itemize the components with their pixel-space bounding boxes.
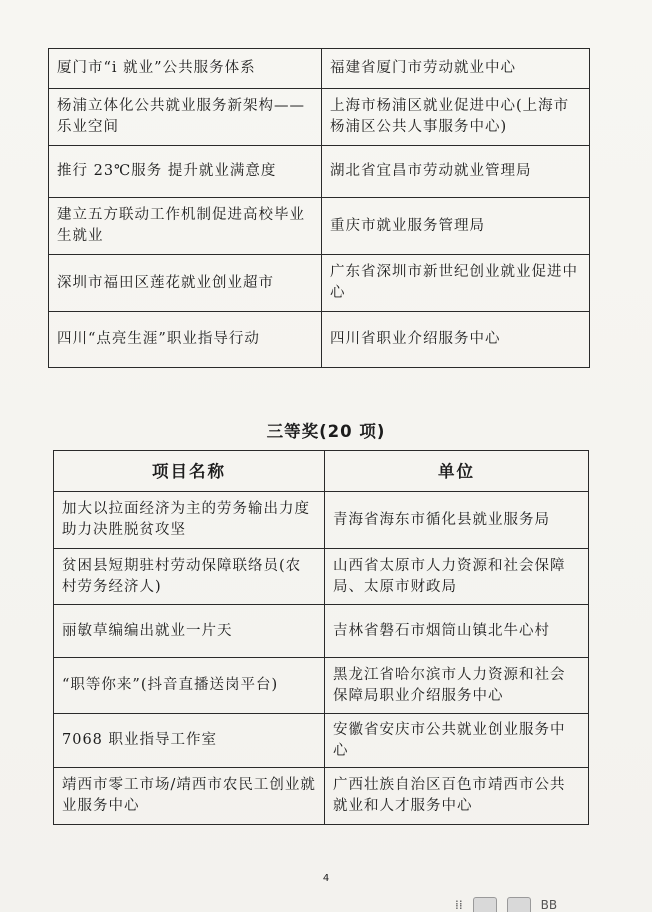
table-row [54,658,589,714]
section-title: 三等奖(20 项) [266,422,386,441]
table-row [54,492,589,549]
table-row [54,768,589,825]
project-name-cell: 深圳市福田区莲花就业创业超市 [49,255,322,312]
table-header-row [54,451,589,492]
unit-cell: 山西省太原市人力资源和社会保障局、太原市财政局 [325,549,589,605]
view-mode-icon[interactable]: ⁞⁞ [455,898,463,912]
project-name-cell: 四川“点亮生涯”职业指导行动 [49,312,322,368]
table-row [49,89,590,146]
project-name-cell: 贫困县短期驻村劳动保障联络员(农村劳务经济人) [54,549,325,605]
table-row [54,549,589,605]
award-table-continued [48,48,590,368]
viewer-toolbar [455,896,652,912]
table-row [49,49,590,89]
unit-cell: 重庆市就业服务管理局 [322,198,590,255]
table-row [49,146,590,198]
page-number: 4 [322,873,330,884]
table-row [49,198,590,255]
unit-cell: 上海市杨浦区就业促进中心(上海市杨浦区公共人事服务中心) [322,89,590,146]
project-name-cell: 杨浦立体化公共就业服务新架构——乐业空间 [49,89,322,146]
project-name-cell: 建立五方联动工作机制促进高校毕业生就业 [49,198,322,255]
table-row [49,312,590,368]
table-row [54,605,589,658]
table-row [54,714,589,768]
project-name-cell: 丽敏草编编出就业一片天 [54,605,325,658]
unit-cell: 广西壮族自治区百色市靖西市公共就业和人才服务中心 [325,768,589,825]
column-header-unit: 单位 [325,451,589,492]
unit-cell: 湖北省宜昌市劳动就业管理局 [322,146,590,198]
double-page-icon[interactable] [507,897,531,912]
project-name-cell: 7068 职业指导工作室 [54,714,325,768]
unit-cell: 吉林省磐石市烟筒山镇北牛心村 [325,605,589,658]
project-name-cell: 靖西市零工市场/靖西市农民工创业就业服务中心 [54,768,325,825]
single-page-icon[interactable] [473,897,497,912]
unit-cell: 青海省海东市循化县就业服务局 [325,492,589,549]
unit-cell: 黑龙江省哈尔滨市人力资源和社会保障局职业介绍服务中心 [325,658,589,714]
project-name-cell: 厦门市“i 就业”公共服务体系 [49,49,322,89]
project-name-cell: 推行 23℃服务 提升就业满意度 [49,146,322,198]
unit-cell: 福建省厦门市劳动就业中心 [322,49,590,89]
unit-cell: 广东省深圳市新世纪创业就业促进中心 [322,255,590,312]
third-prize-table [53,450,589,825]
unit-cell: 四川省职业介绍服务中心 [322,312,590,368]
page-layout-label[interactable]: BB [540,898,558,912]
table-row [49,255,590,312]
unit-cell: 安徽省安庆市公共就业创业服务中心 [325,714,589,768]
column-header-project: 项目名称 [54,451,325,492]
project-name-cell: “职等你来”(抖音直播送岗平台) [54,658,325,714]
project-name-cell: 加大以拉面经济为主的劳务输出力度 助力决胜脱贫攻坚 [54,492,325,549]
